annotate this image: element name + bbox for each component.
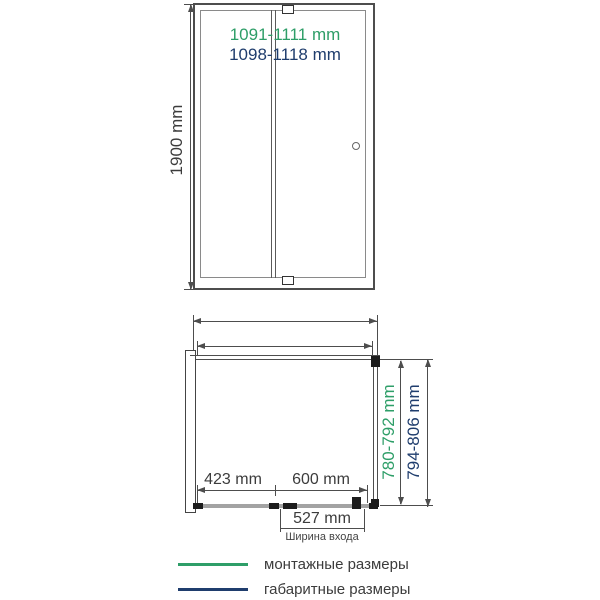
plan-depth-overall-label: 794-806 mm (404, 384, 423, 480)
legend-overall-swatch (178, 588, 248, 591)
legend-overall-label: габаритные размеры (264, 581, 411, 598)
plan-door-segment-label: 600 mm (292, 471, 350, 488)
plan-left-segment-label: 423 mm (204, 471, 262, 488)
front-height-label: 1900 mm (167, 104, 186, 176)
plan-entrance-width-label: 527 mm (293, 510, 351, 527)
plan-depth-mounting-label: 780-792 mm (379, 384, 398, 480)
legend-mounting-label: монтажные размеры (264, 556, 409, 573)
plan-width-mounting-label: 1091-1111 mm (229, 25, 341, 44)
plan-width-overall-label: 1098-1118 mm (229, 45, 341, 64)
legend-mounting-swatch (178, 563, 248, 566)
plan-entrance-caption: Ширина входа (285, 531, 359, 543)
